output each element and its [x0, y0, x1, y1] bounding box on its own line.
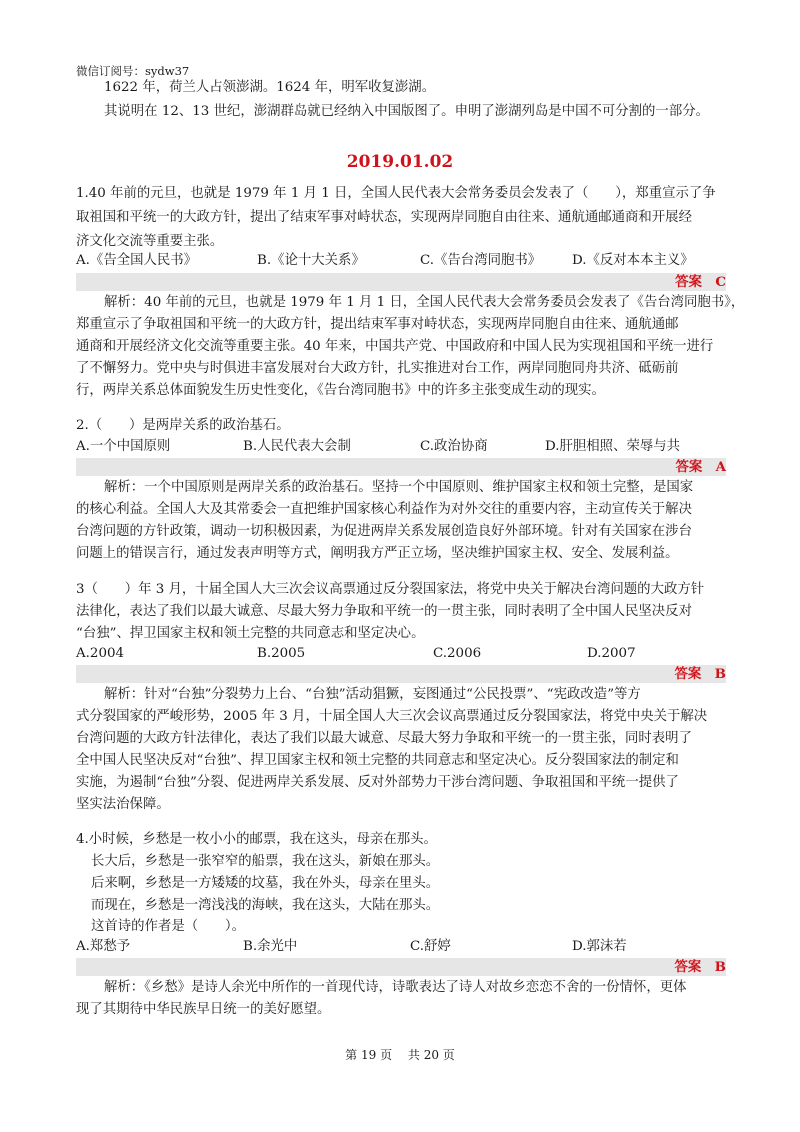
question-stem-line: 后来啊，乡愁是一方矮矮的坟墓，我在外头，母亲在里头。	[91, 876, 440, 891]
option-d: D.郭沫若	[572, 939, 627, 954]
option-c: C.《告台湾同胞书》	[420, 253, 542, 268]
analysis-line: 郑重宣示了争取祖国和平统一的大政方针，提出结束军事对峙状态，实现两岸同胞自由往来、通航通邮	[76, 317, 679, 332]
analysis-line: 台湾问题的大政方针法律化，表达了我们以最大诚意、尽最大努力争取和平统一的一贯主张，同时表明了	[76, 731, 692, 746]
option-a: A.《告全国人民书》	[76, 253, 198, 268]
option-a: A.2004	[76, 646, 125, 661]
analysis-line: 行，两岸关系总体面貌发生历史性变化，《告台湾同胞书》中的许多主张变成生动的现实。	[76, 383, 605, 398]
analysis-line: 坚实法治保障。	[76, 797, 170, 812]
answer-label: 答案 C	[675, 274, 726, 290]
option-b: B.人民代表大会制	[243, 439, 351, 454]
option-c: C.政治协商	[420, 439, 488, 454]
answer-bar	[76, 458, 726, 476]
option-b: B.2005	[257, 646, 306, 661]
question-stem-line: 长大后，乡愁是一张窄窄的船票，我在这头，新娘在那头。	[91, 854, 440, 869]
analysis-line: 解析：《乡愁》是诗人余光中所作的一首现代诗，诗歌表达了诗人对故乡恋恋不舍的一份情怀，更体	[104, 980, 687, 995]
analysis-line: 实施，为遏制“台独”分裂、促进两岸关系发展、反对外部势力干涉台湾问题、争取祖国和平统一提供了	[76, 775, 679, 790]
option-d: D.2007	[587, 646, 636, 661]
analysis-line: 式分裂国家的严峻形势，2005 年 3 月，十届全国人大三次会议高票通过反分裂国家法，将党中央关于解决	[76, 709, 708, 724]
option-a: A.郑愁予	[76, 939, 131, 954]
answer-bar	[76, 958, 726, 976]
option-b: B.《论十大关系》	[257, 253, 365, 268]
intro-line-2: 其说明在 12、13 世纪，澎湖群岛就已经纳入中国版图了。申明了澎湖列岛是中国不可分割的一部分。	[104, 104, 709, 119]
page-total: 共 20 页	[407, 1048, 455, 1062]
analysis-line: 通商和开展经济文化交流等重要主张。40 年来，中国共产党、中国政府和中国人民为实现祖国和平统一进行	[76, 339, 714, 354]
question-stem-line: 法律化，表达了我们以最大诚意、尽最大努力争取和平统一的一贯主张，同时表明了全中国人民坚决反对	[76, 604, 692, 619]
analysis-line: 解析：一个中国原则是两岸关系的政治基石。坚持一个中国原则、维护国家主权和领土完整，是国家	[104, 480, 694, 495]
date-title: 2019.01.02	[346, 152, 454, 172]
wechat-id: 微信订阅号：sydw37	[76, 64, 190, 78]
answer-label: 答案 B	[674, 959, 726, 975]
answer-label: 答案 A	[675, 459, 726, 475]
question-stem-line: 这首诗的作者是（ ）。	[91, 919, 245, 934]
analysis-line: 解析：40 年前的元旦，也就是 1979 年 1 月 1 日，全国人民代表大会常务委员会发表了《告台湾同胞书》，	[104, 295, 745, 310]
option-b: B.余光中	[243, 939, 298, 954]
question-stem-line: 2.（ ）是两岸关系的政治基石。	[76, 418, 290, 433]
analysis-line: 现了其期待中华民族早日统一的美好愿望。	[76, 1002, 331, 1017]
option-d: D.肝胆相照、荣辱与共	[545, 439, 681, 454]
question-stem-line: 1.40 年前的元旦，也就是 1979 年 1 月 1 日，全国人民代表大会常务委员会发表了（ ），郑重宣示了争	[76, 186, 716, 201]
answer-bar	[76, 273, 726, 291]
option-a: A.一个中国原则	[76, 439, 171, 454]
answer-bar	[76, 665, 726, 683]
question-stem-line: 3（ ）年 3 月，十届全国人大三次会议高票通过反分裂国家法，将党中央关于解决台湾问题的大政方针	[76, 582, 705, 597]
question-stem-line: “台独”、捍卫国家主权和领土完整的共同意志和坚定决心。	[76, 626, 425, 641]
analysis-line: 的核心利益。全国人大及其常委会一直把维护国家核心利益作为对外交往的重要内容，主动宣传关于解决	[76, 502, 692, 517]
answer-label: 答案 B	[674, 666, 726, 682]
option-d: D.《反对本本主义》	[572, 253, 694, 268]
analysis-line: 问题上的错误言行，通过发表声明等方式，阐明我方严正立场，坚决维护国家主权、安全、发展利益。	[76, 546, 679, 561]
page-number: 第 19 页	[345, 1048, 393, 1062]
option-c: C.舒婷	[410, 939, 451, 954]
page-footer	[0, 1046, 800, 1063]
option-c: C.2006	[433, 646, 482, 661]
question-stem-line: 济文化交流等重要主张。	[76, 234, 224, 249]
question-stem-line: 4.小时候，乡愁是一枚小小的邮票，我在这头，母亲在那头。	[76, 832, 437, 847]
analysis-line: 解析：针对“台独”分裂势力上台、“台独”活动猖獗，妄图通过“公民投票”、“宪政改造”等方	[104, 687, 641, 702]
question-stem-line: 而现在，乡愁是一湾浅浅的海峡，我在这头，大陆在那头。	[91, 898, 440, 913]
intro-line-1: 1622 年，荷兰人占领澎湖。1624 年，明军收复澎湖。	[104, 80, 436, 95]
analysis-line: 台湾问题的方针政策，调动一切积极因素，为促进两岸关系发展创造良好外部环境。针对有关国家在涉台	[76, 524, 692, 539]
analysis-line: 全中国人民坚决反对“台独”、捍卫国家主权和领土完整的共同意志和坚定决心。反分裂国家法的制定和	[76, 753, 679, 768]
analysis-line: 了不懈努力。党中央与时俱进丰富发展对台大政方针，扎实推进对台工作，两岸同胞同舟共济、砥砺前	[76, 361, 679, 376]
question-stem-line: 取祖国和平统一的大政方针，提出了结束军事对峙状态，实现两岸同胞自由往来、通航通邮通商和开展经	[76, 210, 692, 225]
